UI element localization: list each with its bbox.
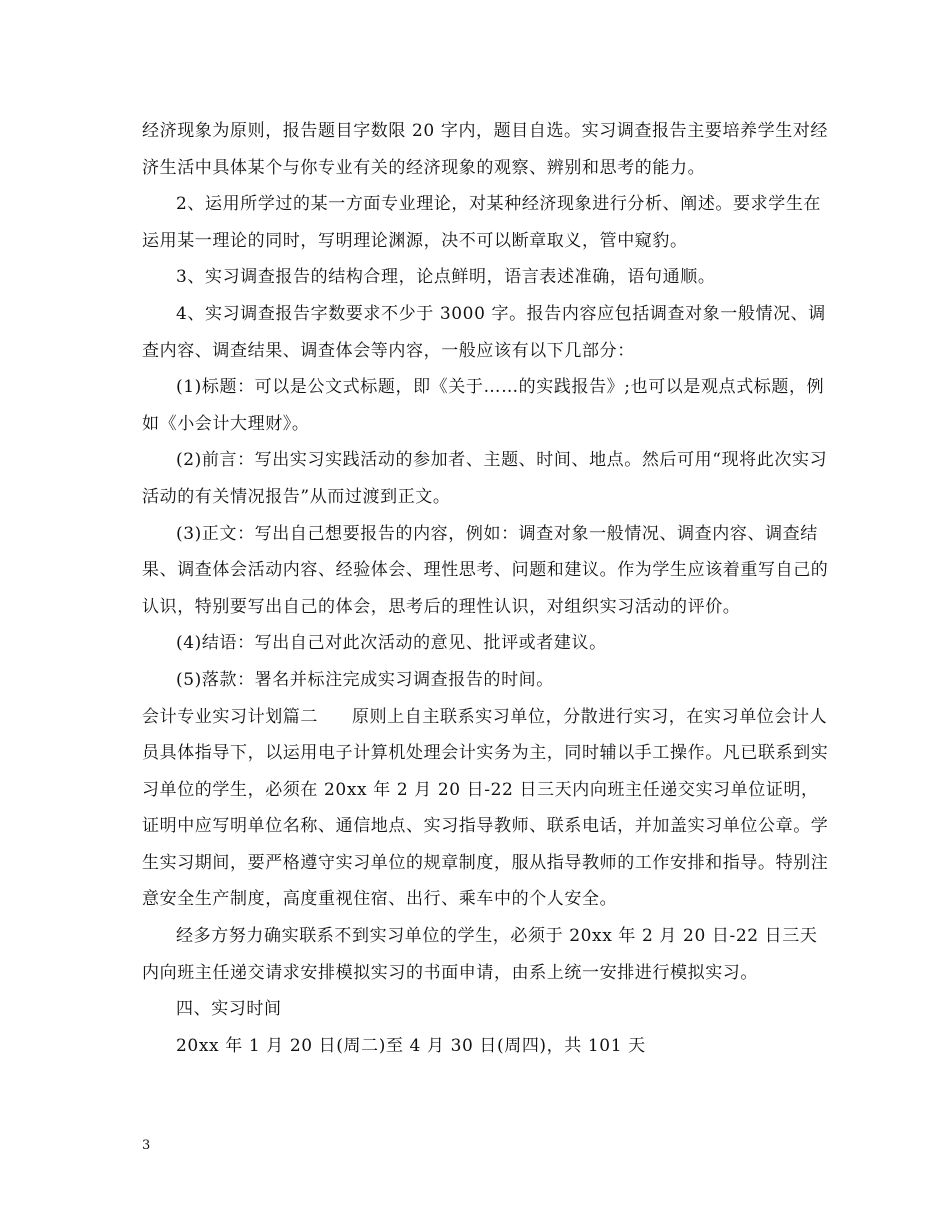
paragraph-item-3: 3、实习调查报告的结构合理，论点鲜明，语言表述准确，语句通顺。 [176, 267, 716, 288]
section-paragraph [142, 699, 832, 919]
paragraph-intro: 经济现象为原则，报告题目字数限 20 字内，题目自选。实习调查报告主要培养学生对经济生活中具体某个与你专业有关的经济现象的观察、辨别和思考的能力。 [142, 121, 829, 178]
paragraph-item-4: 4、实习调查报告字数要求不少于 3000 字。报告内容应包括调查对象一般情况、调查内容、调查结果、调查体会等内容，一般应该有以下几部分： [142, 303, 826, 361]
paragraph-item-2: 2、运用所学过的某一方面专业理论，对某种经济现象进行分析、阐述。要求学生在运用某一理论的同时，写明理论渊源，决不可以断章取义，管中窥豹。 [142, 194, 822, 251]
internship-time-line: 20xx 年 1 月 20 日(周二)至 4 月 30 日(周四)，共 101 天 [176, 1035, 646, 1056]
heading-internship-time: 四、实习时间 [176, 999, 282, 1020]
page-number: 3 [142, 1138, 151, 1153]
section-paragraph-text: 原则上自主联系实习单位，分散进行实习，在实习单位会计人员具体指导下，以运用电子计算机处理会计实务为主，同时辅以手工操作。凡已联系到实习单位的学生，必须在 20xx 年 2 月 20 日-22 日三天内向班主任递交实习单位证明，证明中应写明单位名称、通信地点、实习指导教师、联系电话，并加盖实习单位公章。学生实习期间，要严格遵守实习单位的规章制度，服从指导教师的工作安排和指导。特别注意安全生产制度，高度重视住宿、出行、乘车中的个人安全。 [142, 706, 829, 910]
paragraph-signature-section: (5)落款：署名并标注完成实习调查报告的时间。 [176, 669, 554, 690]
paragraph-body-section: (3)正文：写出自己想要报告的内容，例如：调查对象一般情况、调查内容、调查结果、调查体会活动内容、经验体会、理性思考、问题和建议。作为学生应该着重写自己的认识，特别要写出自己的体会，思考后的理性认识，对组织实习活动的评价。 [142, 523, 829, 617]
paragraph-preface-section: (2)前言：写出实习实践活动的参加者、主题、时间、地点。然后可用“现将此次实习活动的有关情况报告”从而过渡到正文。 [142, 450, 828, 507]
section-heading: 会计专业实习计划篇二 [142, 706, 318, 727]
paragraph-title-section: (1)标题：可以是公文式标题，即《关于……的实践报告》;也可以是观点式标题，例如《小会计大理财》。 [142, 377, 825, 434]
paragraph-simulated-internship: 经多方努力确实联系不到实习单位的学生，必须于 20xx 年 2 月 20 日-22 日三天内向班主任递交请求安排模拟实习的书面申请，由系上统一安排进行模拟实习。 [142, 926, 818, 983]
paragraph-conclusion-section: (4)结语：写出自己对此次活动的意见、批评或者建议。 [176, 633, 607, 654]
document-body [142, 113, 832, 1064]
